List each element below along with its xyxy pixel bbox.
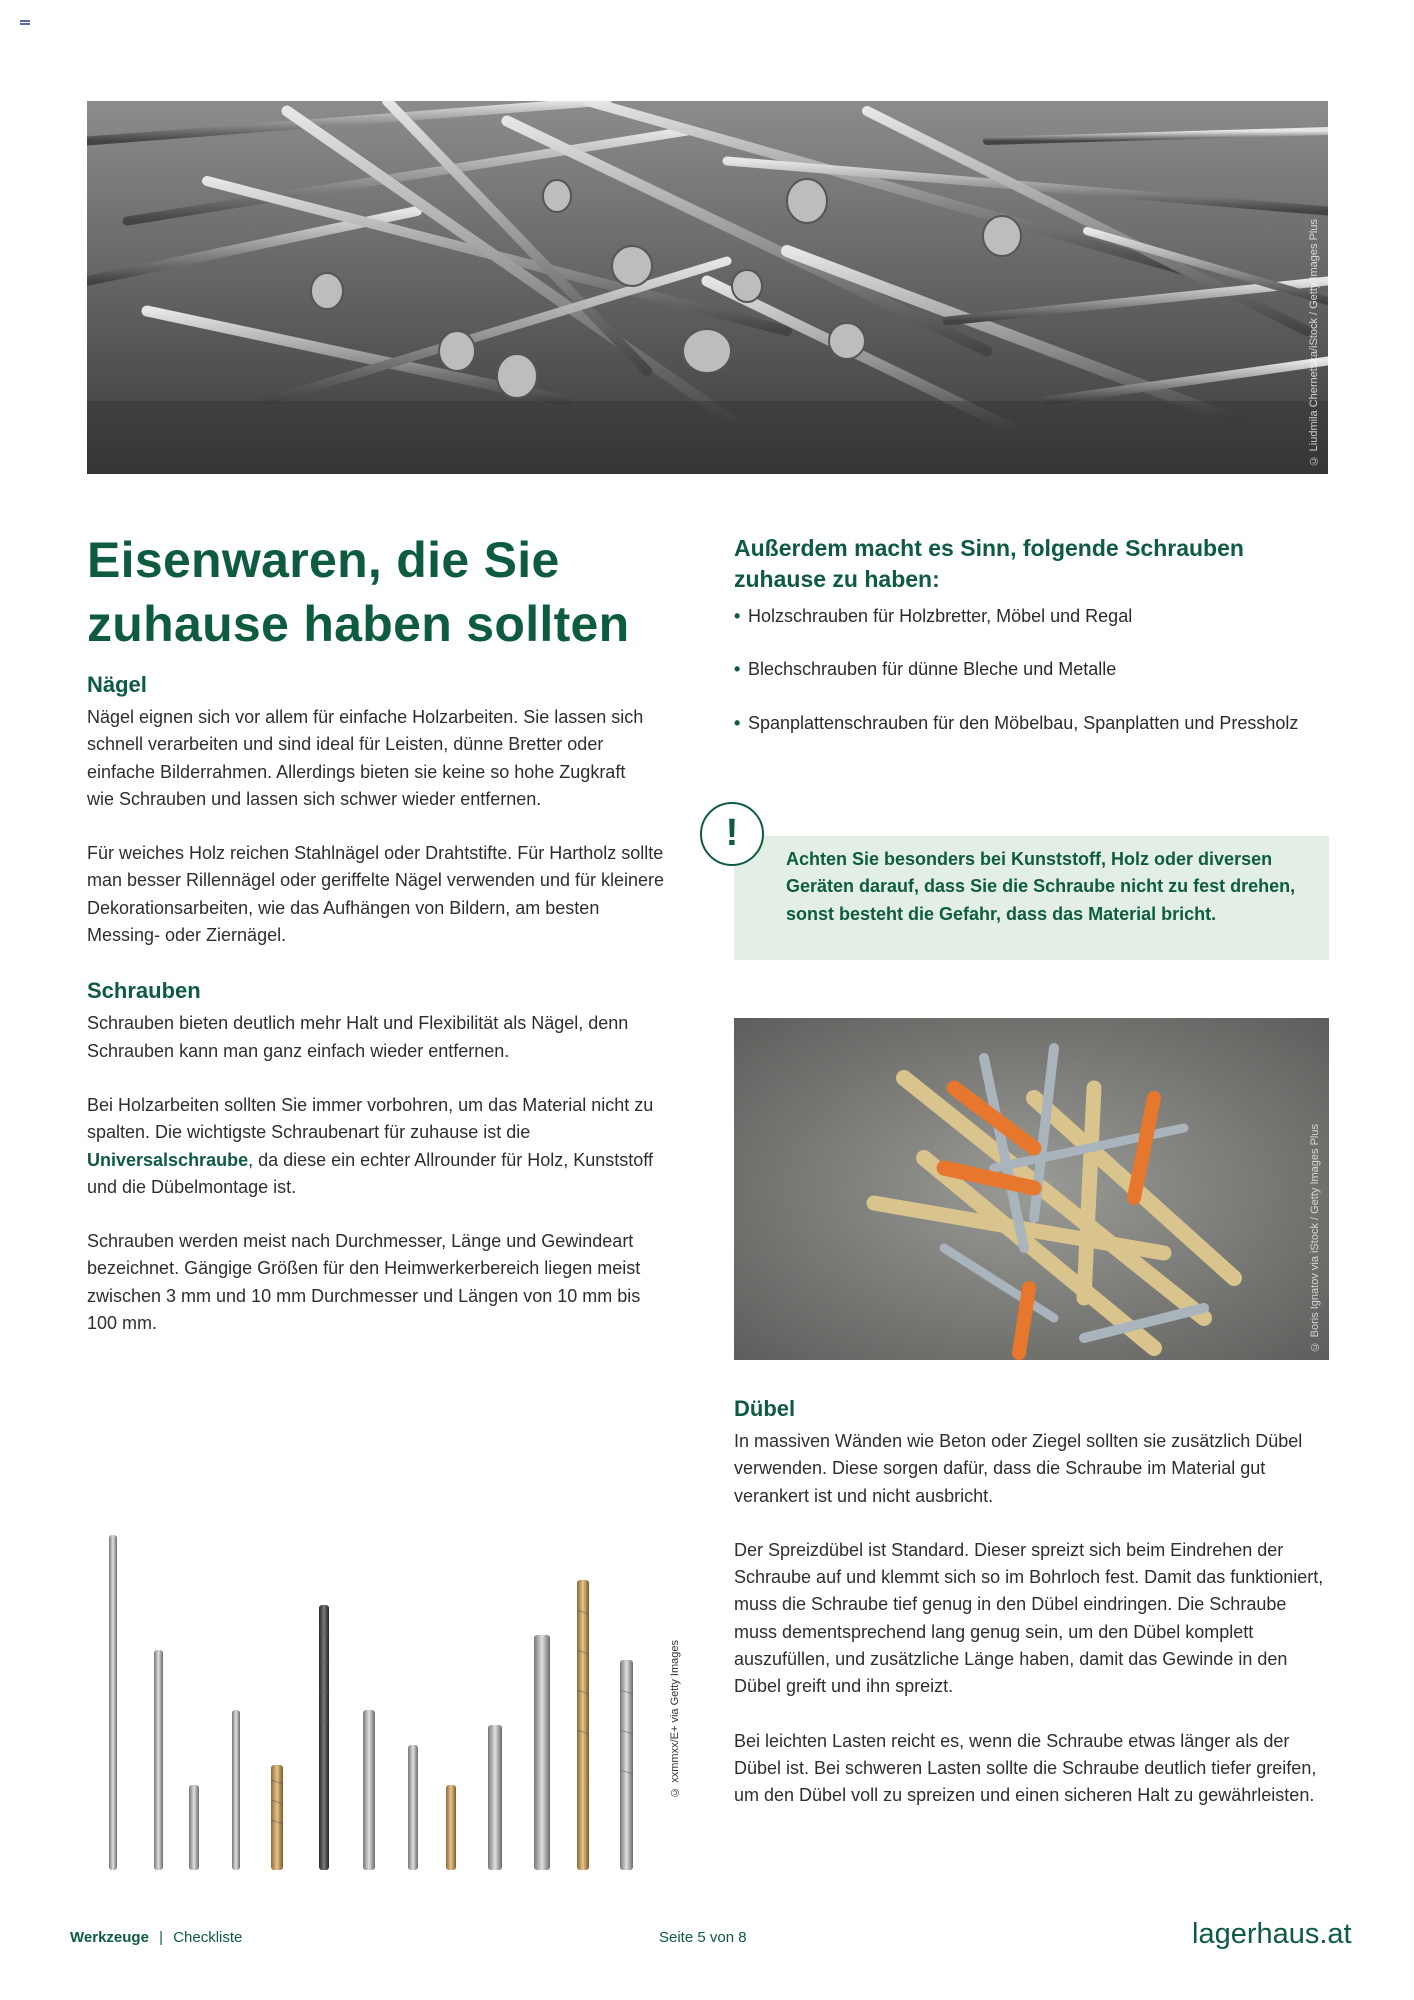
universalschraube-link[interactable]: Universalschraube bbox=[87, 1149, 249, 1170]
list-item: • Blechschrauben für dünne Bleche und Metalle bbox=[734, 656, 1329, 683]
page-title: Eisenwaren, die Sie zuhause haben sollten bbox=[87, 532, 630, 652]
left-column bbox=[87, 528, 687, 1337]
exclamation-icon: ! bbox=[700, 802, 764, 866]
page-number: Seite 5 von 8 bbox=[659, 1929, 747, 1946]
list-item: • Spanplattenschrauben für den Möbelbau, Spanplatten und Pressholz bbox=[734, 710, 1308, 737]
section-title-schrauben: Schrauben bbox=[87, 978, 201, 1004]
duebel-paragraph-3: Bei leichten Lasten reicht es, wenn die Schraube etwas länger als der Dübel ist. Bei schweren Lasten sollte die Schraube deutlich tiefer greifen, um den Dübel voll zu spreizen und einen sicheren Halt zu gewährleisten. bbox=[734, 1730, 1317, 1806]
nails-illustration bbox=[87, 101, 1328, 474]
screw-list-title: Außerdem macht es Sinn, folgende Schrauben zuhause zu haben: bbox=[734, 535, 1244, 592]
brand-logo[interactable]: lagerhaus.at bbox=[1192, 1918, 1352, 1950]
list-item: • Holzschrauben für Holzbretter, Möbel und Regal bbox=[734, 603, 1329, 630]
dowels-photo-credit: © Boris Ignatov via iStock / Getty Images Plus bbox=[1309, 1123, 1321, 1352]
screws-photo bbox=[87, 1520, 687, 1880]
schrauben-paragraph-1: Schrauben bieten deutlich mehr Halt und Flexibilität als Nägel, denn Schrauben kann man ganz einfach wieder entfernen. bbox=[87, 1013, 629, 1061]
dowels-illustration bbox=[734, 1018, 1329, 1360]
footer-separator: | bbox=[159, 1929, 163, 1946]
footer-doc: Checkliste bbox=[173, 1929, 243, 1946]
section-title-naegel: Nägel bbox=[87, 672, 147, 697]
nails-photo bbox=[87, 101, 1328, 474]
schrauben-p2-start: Bei Holzarbeiten sollten Sie immer vorbohren, um das Material nicht zu spalten. Die wichtigste Schraubenart für zuhause ist die bbox=[87, 1094, 654, 1143]
duebel-section bbox=[734, 1394, 1329, 1810]
right-column bbox=[734, 533, 1329, 763]
naegel-paragraph-1: Nägel eignen sich vor allem für einfache Holzarbeiten. Sie lassen sich schnell verarbeiten und sind ideal für Leisten, dünne Bretter oder einfache Bilderrahmen. Allerdings bieten sie keine so hohe Zugkraft wie Schrauben und lassen sich schwer wieder entfernen. bbox=[87, 707, 644, 809]
dowels-photo bbox=[734, 1018, 1329, 1360]
menu-icon[interactable] bbox=[20, 20, 30, 27]
warning-box bbox=[734, 836, 1329, 960]
section-title-duebel: Dübel bbox=[734, 1396, 796, 1421]
footer-breadcrumb bbox=[70, 1929, 242, 1946]
naegel-paragraph-2: Für weiches Holz reichen Stahlnägel oder Drahtstifte. Für Hartholz sollte man besser Rillennägel oder geriffelte Nägel verwenden und für kleinere Dekorationsarbeiten, wie das Aufhängen von Bildern, am besten Messing- oder Ziernägel. bbox=[87, 843, 665, 946]
duebel-paragraph-1: In massiven Wänden wie Beton oder Ziegel sollten sie zusätzlich Dübel verwenden. Diese sorgen dafür, dass die Schraube im Material gut verankert ist und nicht ausbricht. bbox=[734, 1431, 1303, 1506]
screws-photo-credit: © xxmmxx/E+ via Getty Images bbox=[669, 1640, 681, 1798]
schrauben-p2-end: , da diese ein echter Allrounder für Holz, Kunststoff und die Dübelmontage ist. bbox=[87, 1149, 653, 1197]
schrauben-paragraph-2 bbox=[87, 1092, 682, 1201]
footer-section: Werkzeuge bbox=[70, 1929, 149, 1946]
screws-illustration bbox=[87, 1520, 687, 1880]
screw-list bbox=[734, 603, 1329, 737]
warning-note bbox=[700, 800, 1329, 960]
duebel-paragraph-2: Der Spreizdübel ist Standard. Dieser spreizt sich beim Eindrehen der Schraube auf und klemmt sich so im Bohrloch fest. Damit das funktioniert, muss die Schraube tief genug in den Dübel eindringen. Die Schraube muss dementsprechend lang genug sein, um den Dübel komplett auszufüllen, und zusätzliche Länge haben, damit das Gewinde in den Dübel greift und ihn spreizt. bbox=[734, 1539, 1324, 1697]
warning-text: Achten Sie besonders bei Kunststoff, Holz oder diversen Geräten darauf, dass Sie die Schraube nicht zu fest drehen, sonst besteht die Gefahr, dass das Material bricht. bbox=[786, 849, 1296, 924]
photo-credit: © Liudmila Chernetska/iStock / Getty Images Plus bbox=[1308, 218, 1320, 466]
schrauben-paragraph-3: Schrauben werden meist nach Durchmesser, Länge und Gewindeart bezeichnet. Gängige Größen für den Heimwerkerbereich liegen meist zwischen 3 mm und 10 mm Durchmesser und Längen von 10 mm bis 100 mm. bbox=[87, 1231, 641, 1334]
